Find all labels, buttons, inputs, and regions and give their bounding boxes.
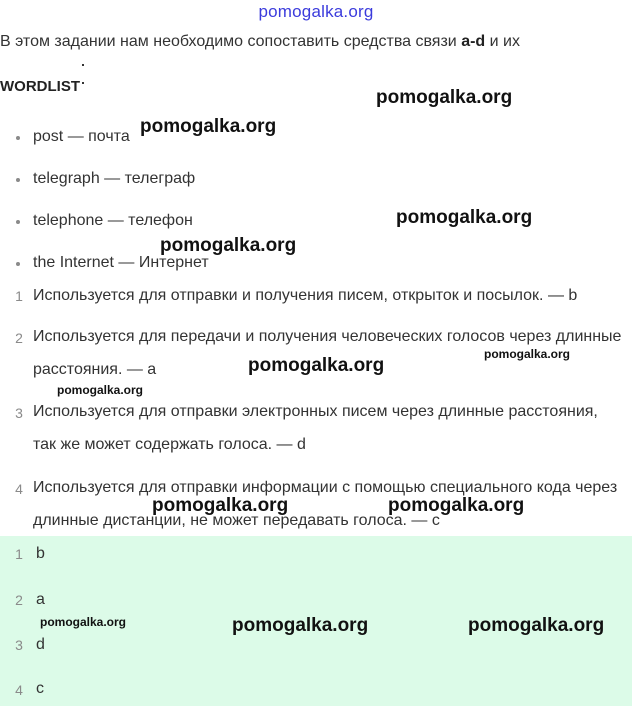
intro-before: В этом задании нам необходимо сопоставить средства связи (0, 33, 462, 50)
watermark: pomogalka.org (388, 495, 525, 516)
intro-text (0, 33, 520, 51)
watermark: pomogalka.org (152, 495, 289, 516)
watermark: pomogalka.org (160, 235, 297, 256)
answer-number: 3 (15, 637, 23, 653)
wordlist-item: post — почта (33, 128, 130, 145)
wordlist-title: WORDLIST (0, 78, 80, 95)
bullet-icon (16, 136, 20, 140)
wordlist-item: telegraph — телеграф (33, 170, 196, 187)
site-header-logo[interactable]: pomogalka.org (258, 2, 374, 21)
watermark: pomogalka.org (40, 615, 127, 629)
watermark: pomogalka.org (484, 347, 571, 361)
watermark: pomogalka.org (376, 87, 513, 108)
answer-number: 4 (15, 682, 23, 698)
watermark: pomogalka.org (396, 207, 533, 228)
watermark: pomogalka.org (248, 355, 385, 376)
watermark: pomogalka.org (140, 116, 277, 137)
question-text: Используется для отправки электронных писем через длинные расстояния, так же может содержать голоса. — d (33, 403, 598, 453)
bullet-icon (16, 178, 20, 182)
question-text: Используется для передачи и получения человеческих голосов через длинные расстояния. — a (33, 328, 622, 378)
cut-off-text-fragment (82, 64, 86, 68)
intro-bold: a-d (461, 33, 486, 50)
question-number: 4 (15, 481, 23, 497)
wordlist-item: the Internet — Интернет (33, 254, 209, 271)
intro-after: и их (485, 33, 520, 50)
answer-number: 1 (15, 546, 23, 562)
answer-value: d (36, 636, 45, 653)
bullet-icon (16, 262, 20, 266)
answer-value: c (36, 680, 44, 697)
watermark: pomogalka.org (232, 615, 369, 636)
question-text: Используется для отправки информации с помощью специального кода через длинные дистанции, не может передавать голоса. — c (33, 479, 618, 529)
question-number: 2 (15, 330, 23, 346)
question-text: Используется для отправки и получения писем, открыток и посылок. — b (33, 287, 578, 304)
watermark: pomogalka.org (468, 615, 605, 636)
answer-value: b (36, 545, 45, 562)
question-number: 3 (15, 405, 23, 421)
wordlist-item: telephone — телефон (33, 212, 193, 229)
watermark: pomogalka.org (57, 383, 144, 397)
answer-number: 2 (15, 592, 23, 608)
answer-value: a (36, 591, 45, 608)
bullet-icon (16, 220, 20, 224)
question-number: 1 (15, 288, 23, 304)
